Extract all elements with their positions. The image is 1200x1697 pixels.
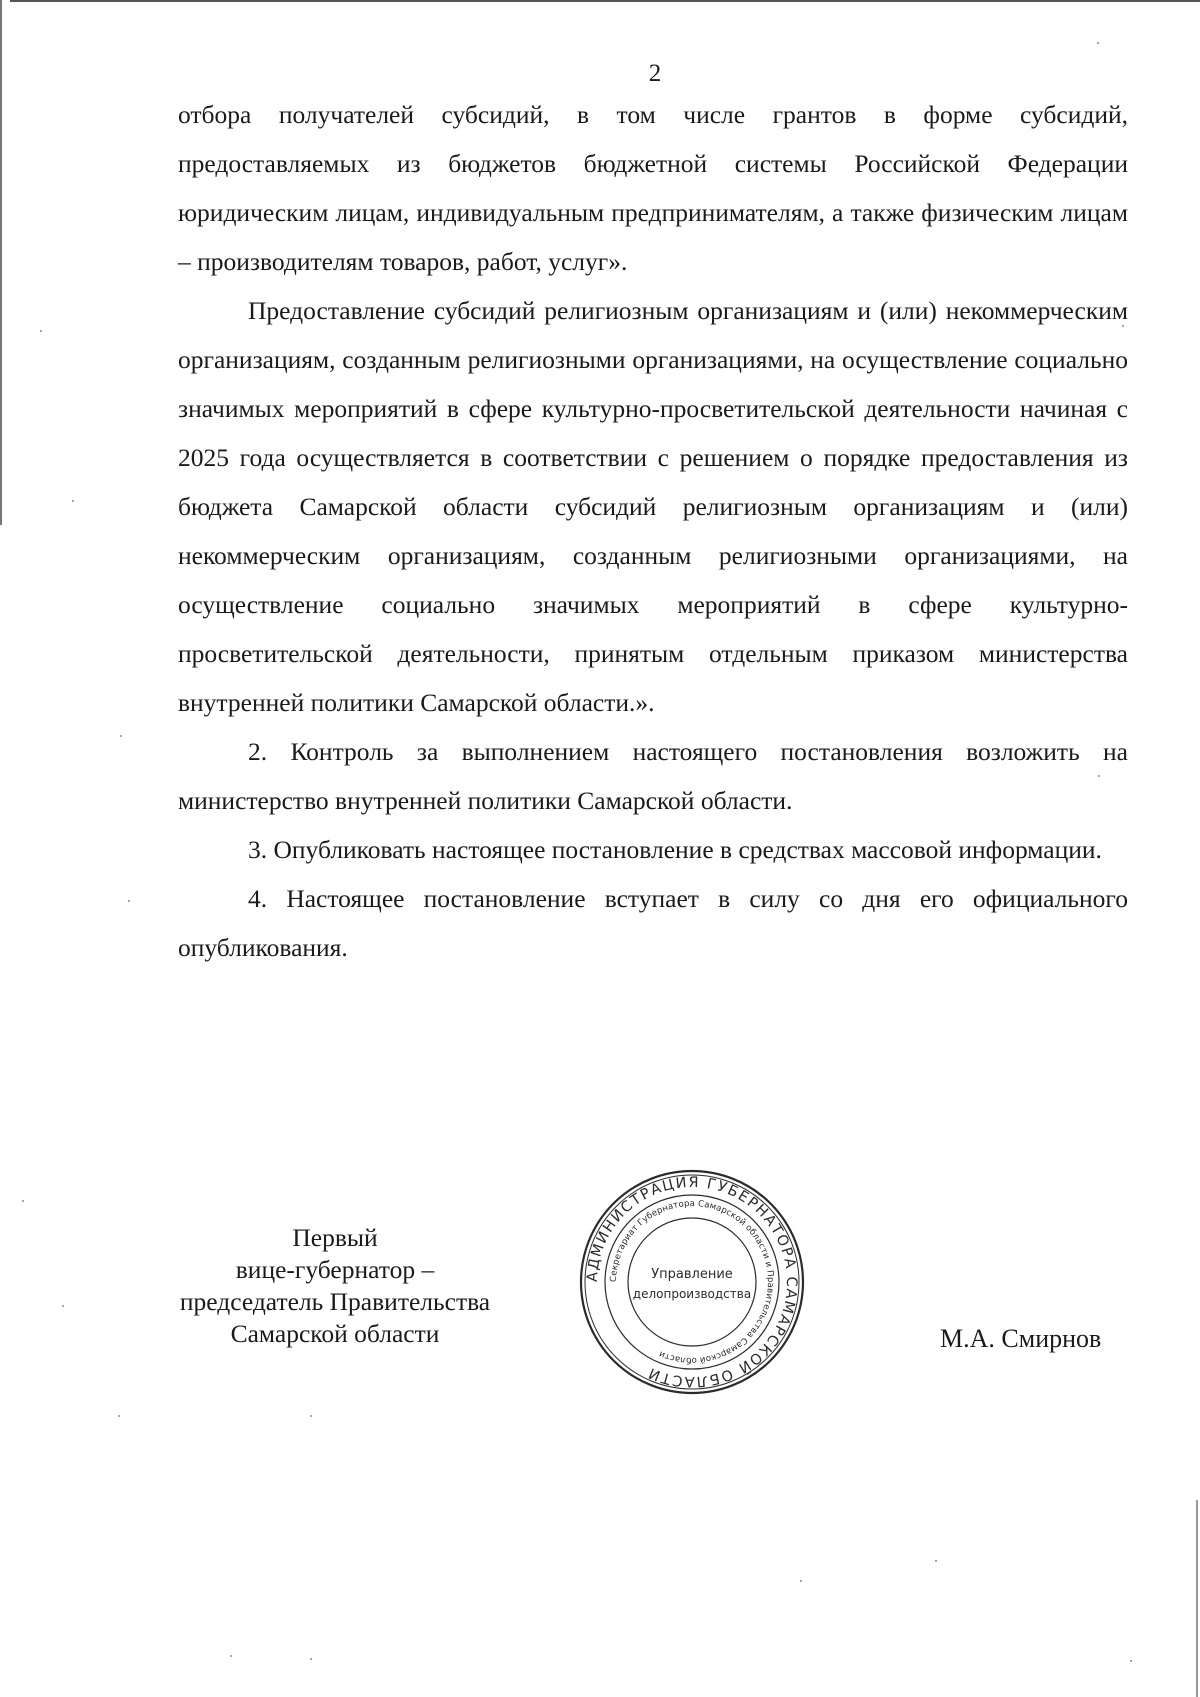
seal-outer-text: АДМИНИСТРАЦИЯ ГУБЕРНАТОРА САМАРСКОЙ ОБЛАСТИ [584,1174,800,1390]
scan-edge-top [10,0,1200,2]
position-line: Первый [292,1223,378,1252]
page-number: 2 [648,60,662,87]
paragraph-item-3: 3. Опубликовать настоящее постановление в средствах массовой информации. [248,835,1102,864]
seal-center-line-2: делопроизводства [632,1287,752,1301]
scan-speck [128,900,130,902]
signatory-name: М.А. Смирнов [940,1324,1102,1353]
scan-speck [118,1415,120,1417]
scan-speck [120,735,122,737]
signatory-position [150,1222,520,1350]
seal-inner-ring [628,1218,756,1346]
official-seal [578,1168,806,1396]
paragraph-item-2: 2. Контроль за выполнением настоящего постановления возложить на министерство внутренней политики Самарской области. [178,737,1128,815]
scan-speck [230,1655,232,1657]
seal-middle-ring [605,1195,779,1369]
position-line: председатель Правительства [179,1287,491,1316]
scan-speck [935,1560,937,1562]
scan-speck [22,1200,24,1202]
scan-speck [310,1415,312,1417]
scan-speck [310,1658,312,1660]
scan-speck [1097,42,1099,44]
scan-speck [72,500,74,502]
seal-inner-text: Секретариат Губернатора Самарской области и Правительства Самарской области [608,1198,776,1366]
position-line: вице-губернатор – [235,1255,435,1284]
document-body [178,90,1128,972]
scan-speck [62,1305,64,1307]
seal-center-line-1: Управление [651,1267,733,1282]
paragraph-subsidies: Предоставление субсидий религиозным организациям и (или) некоммерческим организациям, созданным религиозными организациями, на осуществление социально значимых мероприятий в сфере культурно-просветительской деятельности начиная с 2025 года осуществляется в соответствии с решением о порядке предоставления из бюджета Самарской области субсидий религиозным организациям и (или) некоммерческим организациям, созданным религиозными организациями, на осуществление социально значимых мероприятий в сфере культурно-просветительской деятельности, принятым отдельным приказом министерства внутренней политики Самарской области.». [178,296,1128,717]
scan-edge-right [1196,1500,1198,1697]
scan-edge-left [0,0,2,525]
scan-speck [40,330,42,332]
position-line: Самарской области [230,1319,440,1348]
paragraph-continuation: отбора получателей субсидий, в том числе грантов в форме субсидий, предоставляемых из бюджетов бюджетной системы Российской Федерации юридическим лицам, индивидуальным предпринимателям, а также физическим лицам – производителям товаров, работ, услуг». [178,100,1128,276]
paragraph-item-4: 4. Настоящее постановление вступает в силу со дня его официального опубликования. [178,884,1128,962]
scan-speck [800,1580,802,1582]
scan-speck [1130,1660,1132,1662]
